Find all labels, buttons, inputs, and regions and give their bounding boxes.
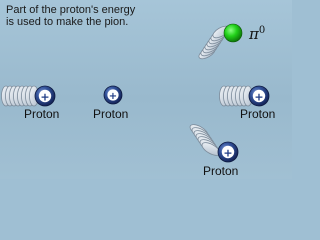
proton-1-label: Proton [24, 107, 60, 121]
proton-1-motion-trail [2, 86, 39, 106]
proton-2-label: Proton [93, 107, 129, 121]
pion-label [249, 23, 265, 42]
pion-symbol: π [249, 25, 259, 43]
proton-2-sign: + [108, 91, 118, 102]
caption-line-1: Part of the proton's energy [6, 4, 136, 16]
pion-particle [224, 24, 242, 42]
proton-3-motion-trail [220, 86, 253, 106]
proton-3-sign: + [254, 90, 264, 104]
proton-4-particle [218, 142, 238, 162]
pion-charge-superscript: 0 [258, 25, 266, 36]
caption-line-2: is used to make the pion. [6, 16, 129, 28]
proton-1-particle [35, 86, 55, 106]
proton-4-motion-trail [188, 122, 222, 158]
proton-4-sign: + [223, 146, 233, 160]
proton-2-particle [104, 86, 122, 104]
proton-3-label: Proton [240, 107, 276, 121]
proton-4-label: Proton [203, 164, 239, 178]
proton-3-particle [249, 86, 269, 106]
proton-1-sign: + [40, 90, 50, 104]
